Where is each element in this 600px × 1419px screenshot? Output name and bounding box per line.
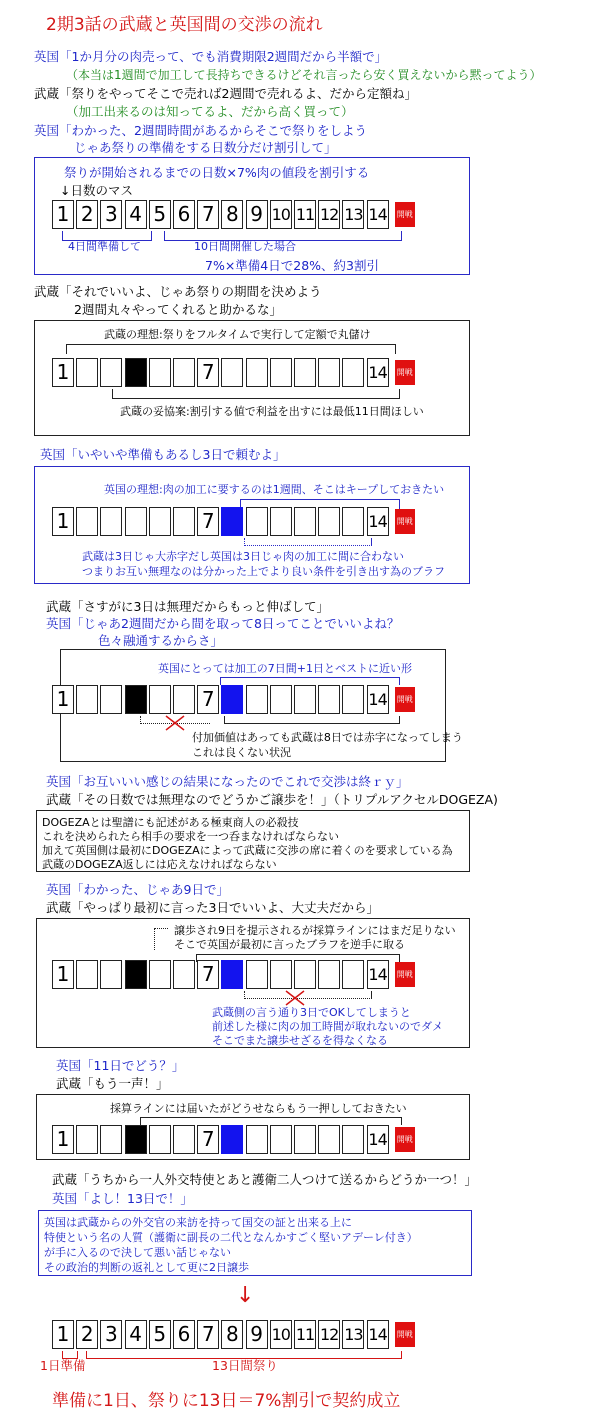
day-cell: 7 (197, 1320, 219, 1349)
range-bracket (224, 716, 400, 724)
day-cell: 1 (52, 685, 74, 714)
box-top-label: 譲歩され9日を提示されるが採算ラインにはまだ足りない (174, 924, 456, 937)
day-cell: 7 (197, 200, 219, 229)
day-cell: 11 (294, 1320, 316, 1349)
dialog-line: 英国「わかった、2週間時間があるからそこで祭りをしよう (34, 123, 367, 138)
box-bottom-label: 武蔵の妥協案:割引する値で利益を出すには最低11日間ほしい (120, 405, 424, 418)
note-line: 特使という名の人質（護衛に副長の二代となんかすごく堅いアデーレ付き） (44, 1231, 418, 1244)
box-bottom-label: そこでまた譲歩せざるを得なくなる (212, 1034, 388, 1047)
day-cell (125, 358, 147, 387)
day-cell: 6 (173, 200, 195, 229)
fest-label: 10日間開催した場合 (194, 240, 296, 253)
day-cell: 11 (294, 200, 316, 229)
arrow-label: ↓日数のマス (60, 183, 133, 198)
day-cell (318, 358, 340, 387)
day-cell: 1 (52, 200, 74, 229)
conclusion: 準備に1日、祭りに13日＝7%割引で契約成立 (52, 1391, 401, 1411)
day-cell: 5 (149, 200, 171, 229)
range-bracket (220, 677, 400, 685)
day-cell (246, 358, 268, 387)
day-cell (173, 507, 195, 536)
dialog-line: 2週間丸々やってくれると助かるな」 (74, 302, 282, 317)
day-cell (342, 507, 364, 536)
day-cell (270, 507, 292, 536)
day-cell: 1 (52, 358, 74, 387)
day-cell: 2 (76, 200, 98, 229)
dialog-line: （本当は1週間で加工して長持ちできるけどそれ言ったら安く買えないから黙ってよう） (66, 68, 542, 82)
day-cell (294, 960, 316, 989)
note-line: その政治的判断の返礼として更に2日譲歩 (44, 1261, 249, 1274)
day-cell: 3 (100, 1320, 122, 1349)
box-top-label: 採算ラインには届いたがどうせならもう一押ししておきたい (110, 1102, 407, 1115)
kaisen-badge: 開戦 (395, 360, 415, 385)
day-cell (294, 358, 316, 387)
cross-mark-icon (164, 714, 186, 732)
range-bracket (140, 1117, 402, 1125)
day-cell (270, 1125, 292, 1154)
day-cell: 14 (367, 507, 389, 536)
day-cell (149, 685, 171, 714)
day-cell: 14 (367, 358, 389, 387)
dialog-line: 武蔵「その日数では無理なのでどうかご譲歩を！」（トリプルアクセルDOGEZA) (46, 792, 498, 807)
day-cell: 4 (125, 200, 147, 229)
day-cell: 12 (318, 1320, 340, 1349)
day-cell: 14 (367, 200, 389, 229)
dialog-line: 武蔵「それでいいよ、じゃあ祭りの期間を決めよう (34, 284, 322, 299)
day-cell: 10 (270, 200, 292, 229)
kaisen-badge: 開戦 (395, 1127, 415, 1152)
result-label: 7%×準備4日で28%、約3割引 (205, 258, 379, 273)
kaisen-badge: 開戦 (395, 509, 415, 534)
dotted-bracket (244, 991, 372, 999)
dialog-line: 英国「1か月分の肉売って、でも消費期限2週間だから半額で」 (34, 49, 388, 64)
dialog-line: 武蔵「うちから一人外交特使とあと護衛二人つけて送るからどうか一つ！」 (52, 1172, 478, 1187)
dialog-line: 英国「わかった、じゃあ9日で」 (46, 882, 229, 897)
day-cell: 5 (149, 1320, 171, 1349)
note-line: これを決められたら相手の要求を一つ呑まなければならない (42, 830, 339, 843)
day-cell (246, 960, 268, 989)
day-cell: 1 (52, 960, 74, 989)
prep-label: 1日準備 (40, 1358, 86, 1373)
day-cell (342, 960, 364, 989)
day-cell: 14 (367, 960, 389, 989)
day-cell (270, 960, 292, 989)
day-cell: 14 (367, 685, 389, 714)
fest-label: 13日間祭り (212, 1358, 278, 1373)
day-cell: 7 (197, 507, 219, 536)
day-cell: 13 (342, 200, 364, 229)
day-cell (342, 685, 364, 714)
day-cell (318, 507, 340, 536)
dialog-line: 英国「よし！13日で！」 (52, 1191, 193, 1206)
dialog-line: （加工出来るのは知ってるよ、だから高く買って） (66, 104, 354, 119)
day-cell (125, 507, 147, 536)
day-cell (173, 1125, 195, 1154)
day-cell (270, 685, 292, 714)
note-line: 加えて英国側は最初にDOGEZAによって武蔵に交渉の席に着くのを要求している為 (42, 844, 453, 857)
day-cell (100, 960, 122, 989)
day-cell: 13 (342, 1320, 364, 1349)
dialog-line: 武蔵「祭りをやってそこで売れば2週間で売れるよ、だから定額ね」 (34, 86, 417, 101)
page-title: 2期3話の武蔵と英国間の交渉の流れ (46, 15, 323, 35)
day-cell (125, 1125, 147, 1154)
day-cell (173, 685, 195, 714)
down-arrow-icon: ↓ (236, 1283, 255, 1308)
day-cell: 1 (52, 507, 74, 536)
kaisen-badge: 開戦 (395, 1322, 415, 1347)
dialog-line: 武蔵「さすがに3日は無理だからもっと伸ばして」 (46, 599, 329, 614)
day-cell: 12 (318, 200, 340, 229)
day-cell: 1 (52, 1125, 74, 1154)
day-cell (100, 1125, 122, 1154)
day-cell (246, 685, 268, 714)
day-cell (149, 1125, 171, 1154)
day-cell (294, 1125, 316, 1154)
day-cell (173, 358, 195, 387)
dialog-line: 武蔵「もう一声！」 (56, 1076, 169, 1091)
kaisen-badge: 開戦 (395, 687, 415, 712)
day-cell: 7 (197, 685, 219, 714)
day-cell (100, 507, 122, 536)
kaisen-badge: 開戦 (395, 962, 415, 987)
day-cell (318, 1125, 340, 1154)
dialog-line: 英国「じゃあ2週間だから間を取って8日ってことでいいよね？ (46, 616, 400, 631)
range-bracket (66, 344, 396, 354)
day-cell (246, 507, 268, 536)
kaisen-badge: 開戦 (395, 202, 415, 227)
dialog-line: じゃあ祭りの準備をする日数分だけ割引して」 (74, 140, 337, 155)
day-cell (221, 507, 243, 536)
day-cell (221, 1125, 243, 1154)
day-cell (125, 685, 147, 714)
range-bracket (112, 389, 400, 399)
day-cell (318, 960, 340, 989)
dotted-bracket (154, 928, 168, 950)
day-cell (270, 358, 292, 387)
box-bottom-label: これは良くない状況 (192, 746, 291, 759)
day-cell (76, 358, 98, 387)
day-cell (221, 358, 243, 387)
box-top-label: 英国にとっては加工の7日間+1日とベストに近い形 (158, 662, 412, 675)
note-line: DOGEZAとは聖譜にも記述がある極東商人の必殺技 (42, 816, 299, 829)
note-line: 英国は武蔵からの外交官の来訪を持って国交の証と出来る上に (44, 1216, 352, 1229)
dialog-line: 武蔵「やっぱり最初に言った3日でいいよ、大丈夫だから」 (46, 900, 379, 915)
day-cell (76, 960, 98, 989)
day-cell (100, 685, 122, 714)
day-cell (125, 960, 147, 989)
box-bottom-label: 前述した様に肉の加工時間が取れないのでダメ (212, 1020, 443, 1033)
day-cell: 9 (246, 1320, 268, 1349)
box-top-label: そこで英国が最初に言ったブラフを逆手に取る (174, 938, 405, 951)
day-cell (149, 507, 171, 536)
day-cell (149, 358, 171, 387)
day-cell: 10 (270, 1320, 292, 1349)
box-bottom-label: つまりお互い無理なのは分かった上でより良い条件を引き出す為のブラフ (82, 565, 445, 578)
dialog-line: 英国「お互いいい感じの結果になったのでこれで交渉は終ｒｙ」 (46, 774, 409, 789)
box-top-label: 武蔵の理想:祭りをフルタイムで実行して定額で丸儲け (104, 328, 371, 341)
day-cell (342, 358, 364, 387)
day-cell (173, 960, 195, 989)
day-cell (221, 960, 243, 989)
day-cell: 8 (221, 200, 243, 229)
day-cell: 7 (197, 1125, 219, 1154)
day-cell (76, 685, 98, 714)
day-cell (76, 507, 98, 536)
note-line: 武蔵のDOGEZA返しには応えなければならない (42, 858, 277, 871)
day-cell (342, 1125, 364, 1154)
box-heading: 祭りが開始されるまでの日数×7%肉の値段を割引する (64, 165, 370, 180)
day-cell (100, 358, 122, 387)
day-cell: 8 (221, 1320, 243, 1349)
box-bottom-label: 武蔵側の言う通り3日でOKしてしまうと (212, 1006, 411, 1019)
day-cell: 2 (76, 1320, 98, 1349)
day-cell: 6 (173, 1320, 195, 1349)
day-cell (76, 1125, 98, 1154)
range-bracket (244, 538, 372, 546)
day-cell (246, 1125, 268, 1154)
day-cell (294, 685, 316, 714)
day-cell: 4 (125, 1320, 147, 1349)
day-cell: 3 (100, 200, 122, 229)
dialog-line: 英国「11日でどう？」 (56, 1058, 185, 1073)
day-cell: 14 (367, 1320, 389, 1349)
day-cell: 7 (197, 358, 219, 387)
day-cell (221, 685, 243, 714)
box-bottom-label: 武蔵は3日じゃ大赤字だし英国は3日じゃ肉の加工に間に合わない (82, 550, 404, 563)
day-cell: 14 (367, 1125, 389, 1154)
dialog-line: 色々融通するからさ」 (98, 633, 224, 648)
note-line: が手に入るので決して悪い話じゃない (44, 1246, 231, 1259)
day-cell: 1 (52, 1320, 74, 1349)
day-cell (318, 685, 340, 714)
day-cell: 9 (246, 200, 268, 229)
day-cell: 7 (197, 960, 219, 989)
prep-label: 4日間準備して (68, 240, 141, 253)
day-cell (294, 507, 316, 536)
day-cell (149, 960, 171, 989)
box-top-label: 英国の理想:肉の加工に要するのは1週間、そこはキープしておきたい (104, 483, 445, 496)
dialog-line: 英国「いやいや準備もあるし3日で頼むよ」 (40, 447, 286, 462)
box-bottom-label: 付加価値はあっても武蔵は8日では赤字になってしまう (192, 731, 463, 744)
